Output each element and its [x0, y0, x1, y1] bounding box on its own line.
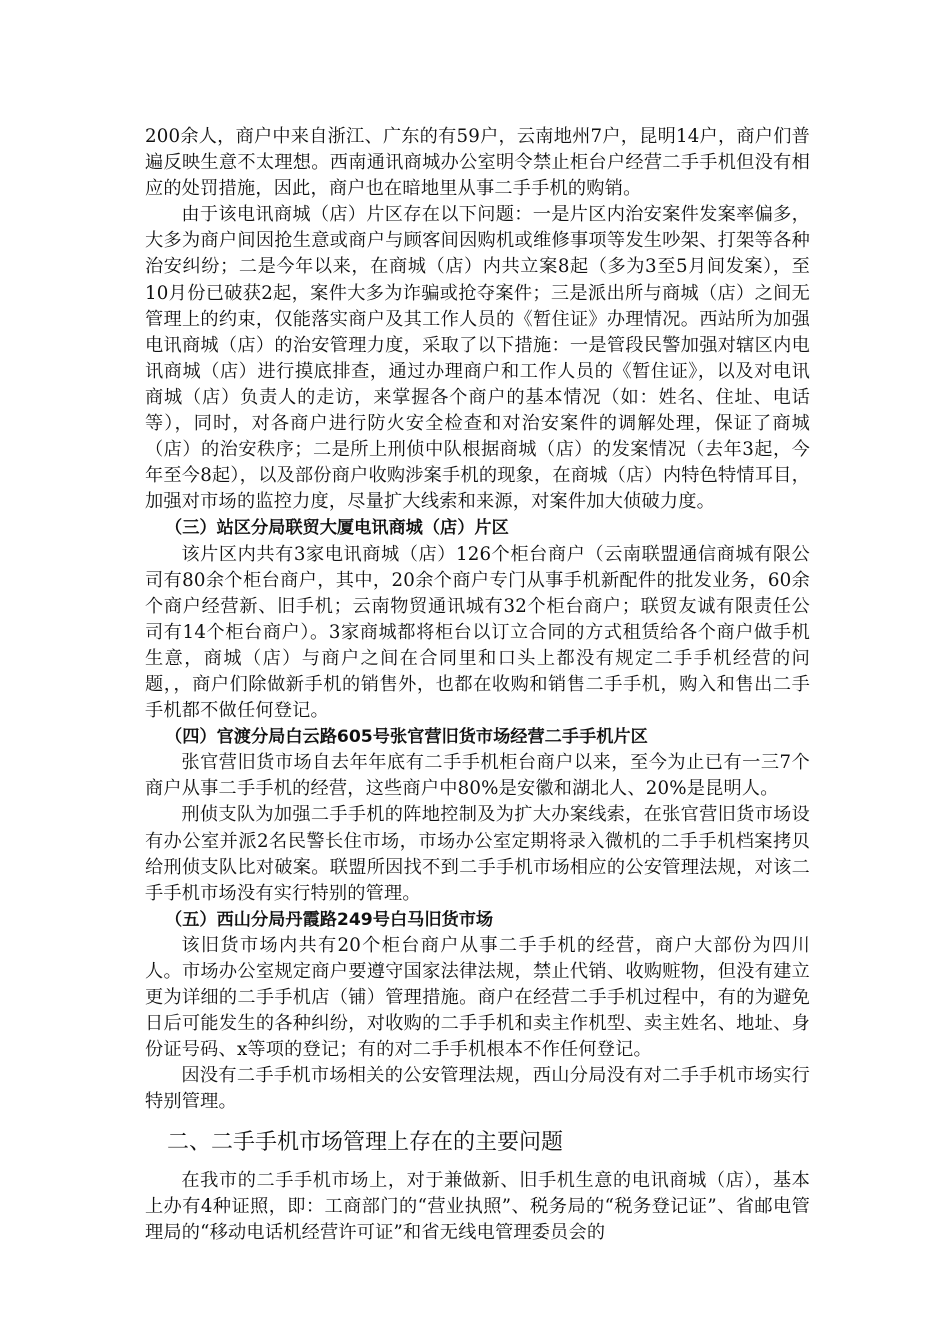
paragraph-sub3-1: 该片区内共有3家电讯商城（店）126个柜台商户（云南联盟通信商城有限公司有80余个柜台商户，其中，20余个商户专门从事手机新配件的批发业务，60余个商户经营新、旧手机；云南物贸通讯城有32个柜台商户；联贸友诚有限责任公司有14个柜台商户）。3家商城都将柜台以订立合同的方式租赁给各个商户做手机生意，商城（店）与商户之间在合同里和口头上都没有规定二手手机经营的问题，，商户们除做新手机的销售外，也都在收购和销售二手手机，购入和售出二手手机都不做任何登记。 — [145, 543, 810, 722]
paragraph-sub5-1: 该旧货市场内共有20个柜台商户从事二手手机的经营，商户大部份为四川人。市场办公室规定商户要遵守国家法律法规，禁止代销、收购赃物，但没有建立更为详细的二手手机店（铺）管理措施。商户在经营二手手机过程中，有的为避免日后可能发生的各种纠纷，对收购的二手手机和卖主作机型、卖主姓名、地址、身份证号码、x等项的登记；有的对二手手机根本不作任何登记。 — [145, 934, 810, 1061]
paragraph-problems-and-measures: 由于该电讯商城（店）片区存在以下问题：一是片区内治安案件发案率偏多，大多为商户间因抢生意或商户与顾客间因购机或维修事项等发生吵架、打架等各种治安纠纷；二是今年以来，在商城（店）内共立案8起（多为3至5月间发案），至10月份已破获2起，案件大多为诈骗或抢夺案件；三是派出所与商城（店）之间无管理上的约束，仅能落实商户及其工作人员的《暂住证》办理情况。西站所为加强电讯商城（店）的治安管理力度，采取了以下措施：一是管段民警加强对辖区内电讯商城（店）进行摸底排查，通过办理商户和工作人员的《暂住证》，以及对电讯商城（店）负责人的走访，来掌握各个商户的基本情况（如：姓名、住址、电话等），同时，对各商户进行防火安全检查和对治安案件的调解处理，保证了商城（店）的治安秩序；二是所上刑侦中队根据商城（店）的发案情况（去年3起，今年至今8起），以及部份商户收购涉案手机的现象，在商城（店）内特色特情耳目，加强对市场的监控力度，尽量扩大线索和来源，对案件加大侦破力度。 — [145, 204, 810, 513]
document-page — [145, 124, 810, 1246]
paragraph-sub4-2: 刑侦支队为加强二手手机的阵地控制及为扩大办案线索，在张官营旧货市场设有办公室并派2名民警长住市场，市场办公室定期将录入微机的二手手机档案拷贝给刑侦支队比对破案。联盟所因找不到二手手机市场相应的公安管理法规，对该二手手机市场没有实行特别的管理。 — [145, 804, 810, 904]
paragraph-sub4-1: 张官营旧货市场自去年年底有二手手机柜台商户以来，至今为止已有一三7个商户从事二手手机的经营，这些商户中80%是安徽和湖北人、20%是昆明人。 — [145, 752, 810, 800]
paragraph-section2-1: 在我市的二手手机市场上，对于兼做新、旧手机生意的电讯商城（店），基本上办有4种证照，即：工商部门的“营业执照”、税务局的“税务登记证”、省邮电管理局的“移动电话机经营许可证”和省无线电管理委员会的 — [145, 1169, 810, 1243]
subsection-heading-5: （五）西山分局丹霞路249号白马旧货市场 — [165, 909, 494, 930]
subsection-heading-4: （四）官渡分局白云路605号张官营旧货市场经营二手手机片区 — [165, 727, 648, 748]
subsection-heading-3: （三）站区分局联贸大厦电讯商城（店）片区 — [165, 518, 509, 539]
section-heading-2: 二、二手手机市场管理上存在的主要问题 — [167, 1129, 564, 1155]
paragraph-sub5-2: 因没有二手手机市场相关的公安管理法规，西山分局没有对二手手机市场实行特别管理。 — [145, 1065, 810, 1113]
paragraph-continued: 200余人，商户中来自浙江、广东的有59户，云南地州7户，昆明14户，商户们普遍反映生意不太理想。西南通讯商城办公室明令禁止柜台户经营二手手机但没有相应的处罚措施，因此，商户也在暗地里从事二手手机的购销。 — [145, 126, 810, 200]
